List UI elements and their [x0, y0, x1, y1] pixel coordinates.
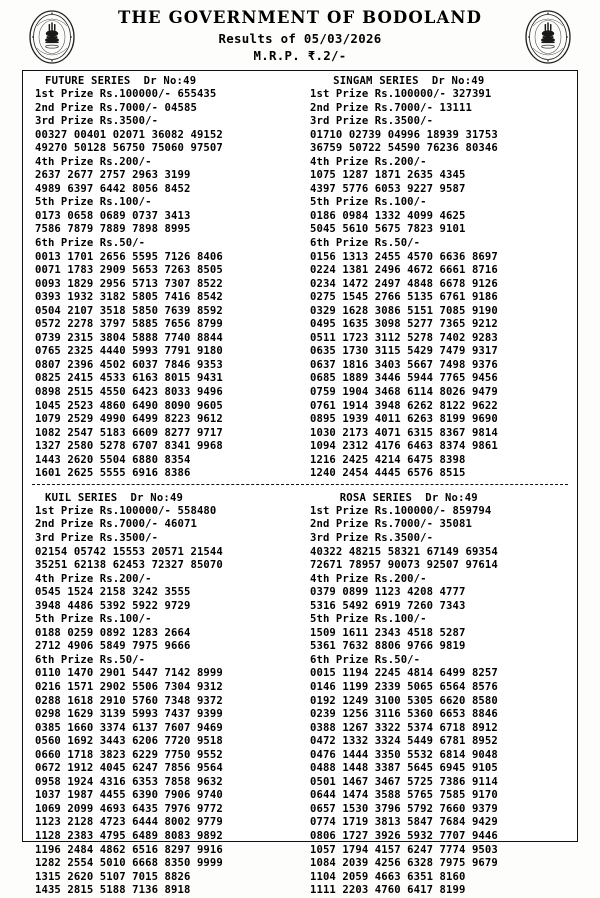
prize-6th-numbers-row: 0156 1313 2455 4570 6636 8697: [310, 250, 498, 263]
prize-5th-label: 5th Prize Rs.100/-: [35, 613, 152, 626]
prize-6th-numbers-row: 1327 2580 5278 6707 8341 9968: [35, 440, 223, 453]
prize-3rd-numbers-row: 00327 00401 02071 36082 49152: [35, 128, 223, 141]
prize-5th-numbers-row: 5361 7632 8806 9766 9819: [310, 640, 466, 653]
series-column-kuil: [23, 488, 300, 898]
page-title: THE GOVERNMENT OF BODOLAND: [117, 8, 482, 27]
prize-5th-numbers-row: 2712 4906 5849 7975 9666: [35, 640, 191, 653]
prize-6th-numbers-row: 1128 2383 4795 6489 8083 9892: [35, 829, 223, 842]
prize-6th-numbers-row: 0239 1256 3116 5360 6653 8846: [310, 708, 498, 721]
prize-6th-numbers-row: 0385 1660 3374 6137 7607 9469: [35, 721, 223, 734]
prize-6th-numbers-row: 0329 1628 3086 5151 7085 9190: [310, 304, 498, 317]
prize-5th-numbers-row: 0186 0984 1332 4099 4625: [310, 209, 466, 222]
mrp-label: M.R.P. ₹.2/-: [253, 48, 347, 64]
prize-6th-label: 6th Prize Rs.50/-: [35, 237, 146, 250]
prize-6th-numbers-row: 1443 2620 5504 6880 8354: [35, 453, 191, 466]
prize-3rd-numbers-row: 01710 02739 04996 18939 31753: [310, 128, 498, 141]
page-header: [0, 0, 600, 68]
prize-5th-numbers-row: 5045 5610 5675 7823 9101: [310, 223, 466, 236]
prize-6th-numbers-row: 1104 2059 4663 6351 8160: [310, 870, 466, 883]
prize-4th-label: 4th Prize Rs.200/-: [35, 572, 152, 585]
prize-3rd-numbers-row: 40322 48215 58321 67149 69354: [310, 545, 498, 558]
prize-6th-numbers-row: 0093 1829 2956 5713 7307 8522: [35, 277, 223, 290]
prize-6th-numbers-row: 0635 1730 3115 5429 7479 9317: [310, 345, 498, 358]
prize-6th-numbers-row: 0110 1470 2901 5447 7142 8999: [35, 667, 223, 680]
prize-6th-numbers-row: 1282 2554 5010 6668 8350 9999: [35, 857, 223, 870]
prize-5th-numbers-row: 1509 1611 2343 4518 5287: [310, 626, 466, 639]
prize-6th-numbers-row: 0672 1912 4045 6247 7856 9564: [35, 762, 223, 775]
prize-6th-numbers-row: 1240 2454 4445 6576 8515: [310, 467, 466, 480]
prize-6th-numbers-row: 0685 1889 3446 5944 7765 9456: [310, 372, 498, 385]
prize-6th-numbers-row: 0958 1924 4316 6353 7858 9632: [35, 775, 223, 788]
series-heading: ROSA SERIES Dr No:49: [320, 491, 478, 504]
prize-6th-label: 6th Prize Rs.50/-: [35, 653, 146, 666]
prize-6th-numbers-row: 1037 1987 4455 6390 7906 9740: [35, 789, 223, 802]
prize-6th-numbers-row: 0898 2515 4550 6423 8033 9496: [35, 386, 223, 399]
prize-6th-numbers-row: 1094 2312 4176 6463 8374 9861: [310, 440, 498, 453]
prize-6th-label: 6th Prize Rs.50/-: [310, 653, 421, 666]
results-frame: [22, 70, 578, 897]
prize-6th-numbers-row: 1315 2620 5107 7015 8826: [35, 870, 191, 883]
section-divider: [32, 484, 568, 485]
prize-4th-label: 4th Prize Rs.200/-: [310, 572, 427, 585]
prize-6th-numbers-row: 0895 1939 4011 6263 8199 9690: [310, 413, 498, 426]
prize-6th-numbers-row: 0660 1718 3823 6229 7750 9552: [35, 748, 223, 761]
prize-6th-numbers-row: 0388 1267 3322 5374 6718 8912: [310, 721, 498, 734]
prize-6th-numbers-row: 0774 1719 3813 5847 7684 9429: [310, 816, 498, 829]
prize-5th-label: 5th Prize Rs.100/-: [310, 196, 427, 209]
prize-6th-numbers-row: 0560 1692 3443 6206 7720 9518: [35, 735, 223, 748]
prize-6th-numbers-row: 0476 1444 3350 5532 6814 9048: [310, 748, 498, 761]
prize-6th-numbers-row: 1084 2039 4256 6328 7975 9679: [310, 857, 498, 870]
prize-6th-numbers-row: 1057 1794 4157 6247 7774 9503: [310, 843, 498, 856]
prize-4th-label: 4th Prize Rs.200/-: [310, 155, 427, 168]
prize-6th-numbers-row: 1216 2425 4214 6475 8398: [310, 453, 466, 466]
series-heading: FUTURE SERIES Dr No:49: [45, 75, 197, 87]
prize-6th-numbers-row: 1196 2484 4862 6516 8297 9916: [35, 843, 223, 856]
prize-6th-numbers-row: 0275 1545 2766 5135 6761 9186: [310, 291, 498, 304]
prize-6th-label: 6th Prize Rs.50/-: [310, 237, 421, 250]
prize-6th-numbers-row: 0504 2107 3518 5850 7639 8592: [35, 304, 223, 317]
prize-6th-numbers-row: 0511 1723 3112 5278 7402 9283: [310, 331, 498, 344]
prize-4th-numbers-row: 4989 6397 6442 8056 8452: [35, 182, 191, 195]
prize-6th-numbers-row: 0472 1332 3324 5449 6781 8952: [310, 735, 498, 748]
prize-6th-numbers-row: 0739 2315 3804 5888 7740 8844: [35, 331, 223, 344]
prize-5th-numbers-row: 7586 7879 7889 7898 8995: [35, 223, 191, 236]
prize-3rd-numbers-row: 02154 05742 15553 20571 21544: [35, 545, 223, 558]
prize-6th-numbers-row: 0224 1381 2496 4672 6661 8716: [310, 264, 498, 277]
prize-6th-numbers-row: 0015 1194 2245 4814 6499 8257: [310, 667, 498, 680]
prize-6th-numbers-row: 0488 1448 3387 5645 6945 9105: [310, 762, 498, 775]
prize-6th-numbers-row: 1123 2128 4723 6444 8002 9779: [35, 816, 223, 829]
prize-6th-numbers-row: 0825 2415 4533 6163 8015 9431: [35, 372, 223, 385]
prize-6th-numbers-row: 0637 1816 3403 5667 7498 9376: [310, 358, 498, 371]
prize-6th-numbers-row: 0288 1618 2910 5760 7348 9372: [35, 694, 223, 707]
prize-4th-numbers-row: 4397 5776 6053 9227 9587: [310, 182, 466, 195]
results-date: Results of 05/03/2026: [218, 31, 382, 47]
government-emblem-right: [520, 8, 576, 66]
prize-6th-numbers-row: 0495 1635 3098 5277 7365 9212: [310, 318, 498, 331]
prize-3rd-label: 3rd Prize Rs.3500/-: [35, 531, 159, 544]
prize-3rd-label: 3rd Prize Rs.3500/-: [310, 115, 434, 128]
prize-6th-numbers-row: 0298 1629 3139 5993 7437 9399: [35, 708, 223, 721]
prize-6th-numbers-row: 1030 2173 4071 6315 8367 9814: [310, 426, 498, 439]
prize-3rd-numbers-row: 49270 50128 56750 75060 97507: [35, 142, 223, 155]
prize-3rd-numbers-row: 35251 62138 62453 72327 85070: [35, 559, 223, 572]
prize-4th-numbers-row: 2637 2677 2757 2963 3199: [35, 169, 191, 182]
prize-4th-label: 4th Prize Rs.200/-: [35, 155, 152, 168]
prize-6th-numbers-row: 1082 2547 5183 6609 8277 9717: [35, 426, 223, 439]
prize-6th-numbers-row: 0572 2278 3797 5885 7656 8799: [35, 318, 223, 331]
prize-4th-numbers-row: 3948 4486 5392 5922 9729: [35, 599, 191, 612]
prize-3rd-label: 3rd Prize Rs.3500/-: [310, 531, 434, 544]
prize-6th-numbers-row: 0393 1932 3182 5805 7416 8542: [35, 291, 223, 304]
series-column-future: [23, 71, 300, 481]
prize-2nd-line: 2nd Prize Rs.7000/- 13111: [310, 101, 472, 114]
results-top-half: [23, 71, 577, 481]
prize-6th-numbers-row: 0644 1474 3588 5765 7585 9170: [310, 789, 498, 802]
prize-6th-numbers-row: 0759 1904 3468 6114 8026 9479: [310, 386, 498, 399]
prize-5th-label: 5th Prize Rs.100/-: [35, 196, 152, 209]
prize-4th-numbers-row: 1075 1287 1871 2635 4345: [310, 169, 466, 182]
series-column-singam: [300, 71, 577, 481]
series-heading: SINGAM SERIES Dr No:49: [320, 75, 485, 87]
prize-6th-numbers-row: 1045 2523 4860 6490 8090 9605: [35, 399, 223, 412]
prize-6th-numbers-row: 0501 1467 3467 5725 7386 9114: [310, 775, 498, 788]
series-column-rosa: [300, 488, 577, 898]
prize-6th-numbers-row: 0192 1249 3100 5305 6620 8580: [310, 694, 498, 707]
prize-3rd-label: 3rd Prize Rs.3500/-: [35, 115, 159, 128]
prize-4th-numbers-row: 0379 0899 1123 4208 4777: [310, 586, 466, 599]
prize-1st-line: 1st Prize Rs.100000/- 859794: [310, 504, 492, 517]
prize-6th-numbers-row: 1601 2625 5555 6916 8386: [35, 467, 191, 480]
prize-6th-numbers-row: 1435 2815 5188 7136 8918: [35, 884, 191, 897]
prize-2nd-line: 2nd Prize Rs.7000/- 04585: [35, 101, 197, 114]
prize-4th-numbers-row: 0545 1524 2158 3242 3555: [35, 586, 191, 599]
prize-6th-numbers-row: 0234 1472 2497 4848 6678 9126: [310, 277, 498, 290]
prize-2nd-line: 2nd Prize Rs.7000/- 46071: [35, 518, 197, 531]
prize-2nd-line: 2nd Prize Rs.7000/- 35081: [310, 518, 472, 531]
prize-1st-line: 1st Prize Rs.100000/- 327391: [310, 88, 492, 100]
series-heading: KUIL SERIES Dr No:49: [45, 491, 184, 504]
results-bottom-half: [23, 488, 577, 898]
prize-6th-numbers-row: 0765 2325 4440 5993 7791 9180: [35, 345, 223, 358]
prize-1st-line: 1st Prize Rs.100000/- 655435: [35, 88, 217, 100]
prize-6th-numbers-row: 1111 2203 4760 6417 8199: [310, 884, 466, 897]
prize-3rd-numbers-row: 72671 78957 90073 92507 97614: [310, 559, 498, 572]
prize-6th-numbers-row: 0216 1571 2902 5506 7304 9312: [35, 680, 223, 693]
prize-6th-numbers-row: 0806 1727 3926 5932 7707 9446: [310, 829, 498, 842]
prize-6th-numbers-row: 0657 1530 3796 5792 7660 9379: [310, 802, 498, 815]
prize-6th-numbers-row: 0807 2396 4502 6037 7846 9353: [35, 358, 223, 371]
prize-6th-numbers-row: 0071 1783 2909 5653 7263 8505: [35, 264, 223, 277]
prize-6th-numbers-row: 0761 1914 3948 6262 8122 9622: [310, 399, 498, 412]
prize-5th-label: 5th Prize Rs.100/-: [310, 613, 427, 626]
government-emblem-left: [24, 8, 80, 66]
prize-6th-numbers-row: 0146 1199 2339 5065 6564 8576: [310, 680, 498, 693]
prize-6th-numbers-row: 1069 2099 4693 6435 7976 9772: [35, 802, 223, 815]
prize-1st-line: 1st Prize Rs.100000/- 558480: [35, 504, 217, 517]
prize-3rd-numbers-row: 36759 50722 54590 76236 80346: [310, 142, 498, 155]
prize-4th-numbers-row: 5316 5492 6919 7260 7343: [310, 599, 466, 612]
prize-6th-numbers-row: 1079 2529 4990 6499 8223 9612: [35, 413, 223, 426]
prize-6th-numbers-row: 0013 1701 2656 5595 7126 8406: [35, 250, 223, 263]
prize-5th-numbers-row: 0173 0658 0689 0737 3413: [35, 209, 191, 222]
prize-5th-numbers-row: 0188 0259 0892 1283 2664: [35, 626, 191, 639]
